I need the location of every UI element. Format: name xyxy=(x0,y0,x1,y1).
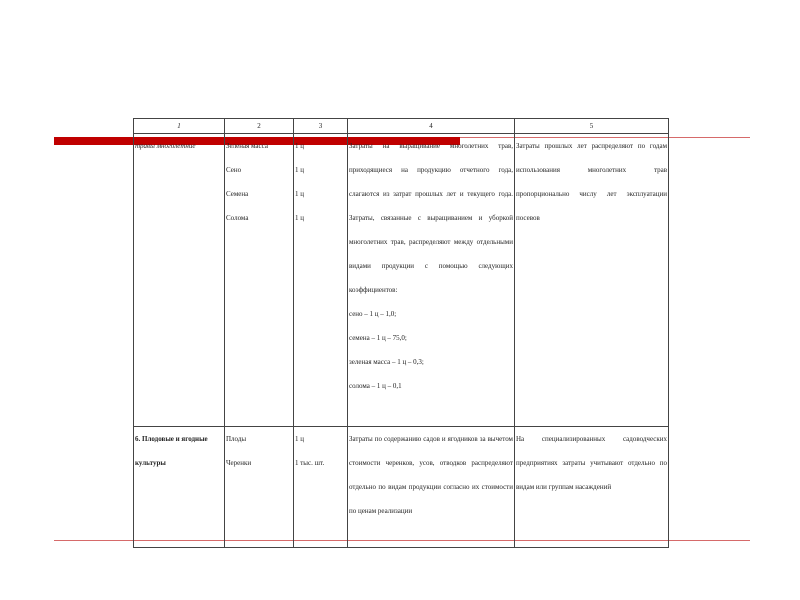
column-header: 2 xyxy=(225,119,294,134)
product-item: Семена xyxy=(226,190,249,198)
unit-item: 1 ц xyxy=(295,142,304,150)
cost-allocation-cell xyxy=(348,134,515,427)
unit-item: 1 ц xyxy=(295,435,304,443)
unit-cell xyxy=(294,134,348,427)
product-item: Солома xyxy=(226,214,249,222)
coefficient-item: сено – 1 ц – 1,0; xyxy=(349,310,397,318)
product-item: Сено xyxy=(226,166,242,174)
accounting-note-cell: На специализированных садоводческих предприятиях затраты учитывают отдельно по видам или группам насаждений xyxy=(515,427,669,548)
crop-cell: травы многолетние xyxy=(134,134,225,427)
document-table xyxy=(133,118,669,548)
unit-cell xyxy=(294,427,348,548)
product-item: Плоды xyxy=(226,435,247,443)
table-header-row xyxy=(134,119,669,134)
product-item: Черенки xyxy=(226,459,252,467)
column-header: 5 xyxy=(515,119,669,134)
product-cell xyxy=(225,427,294,548)
unit-item: 1 ц xyxy=(295,166,304,174)
column-header: 4 xyxy=(348,119,515,134)
unit-item: 1 тыс. шт. xyxy=(295,459,325,467)
column-header: 3 xyxy=(294,119,348,134)
crop-cell: 6. Плодовые и ягодные культуры xyxy=(134,427,225,548)
accounting-note-cell: Затраты прошлых лет распределяют по годам использования многолетних трав пропорционально числу лет эксплуатации посевов xyxy=(515,134,669,427)
product-item: Зеленая масса xyxy=(226,142,268,150)
unit-item: 1 ц xyxy=(295,190,304,198)
cost-allocation-cell: Затраты по содержанию садов и ягодников за вычетом стоимости черенков, усов, отводков распределяют отдельно по видам продукции согласно их стоимости по ценам реализации xyxy=(348,427,515,548)
product-cell xyxy=(225,134,294,427)
coefficient-item: солома – 1 ц – 0,1 xyxy=(349,382,402,390)
unit-item: 1 ц xyxy=(295,214,304,222)
table-row xyxy=(134,427,669,548)
coefficient-item: зеленая масса – 1 ц – 0,3; xyxy=(349,358,424,366)
column-header: 1 xyxy=(134,119,225,134)
allocation-description: Затраты на выращивание многолетних трав, приходящиеся на продукцию отчетного года, слагаются из затрат прошлых лет и текущего года. Затраты, связанные с выращиванием и уборкой многолетних трав, распределяют между отдельными видами продукции с помощью следующих коэффициентов: xyxy=(349,142,513,294)
coefficient-item: семена – 1 ц – 75,0; xyxy=(349,334,407,342)
table-row xyxy=(134,134,669,427)
